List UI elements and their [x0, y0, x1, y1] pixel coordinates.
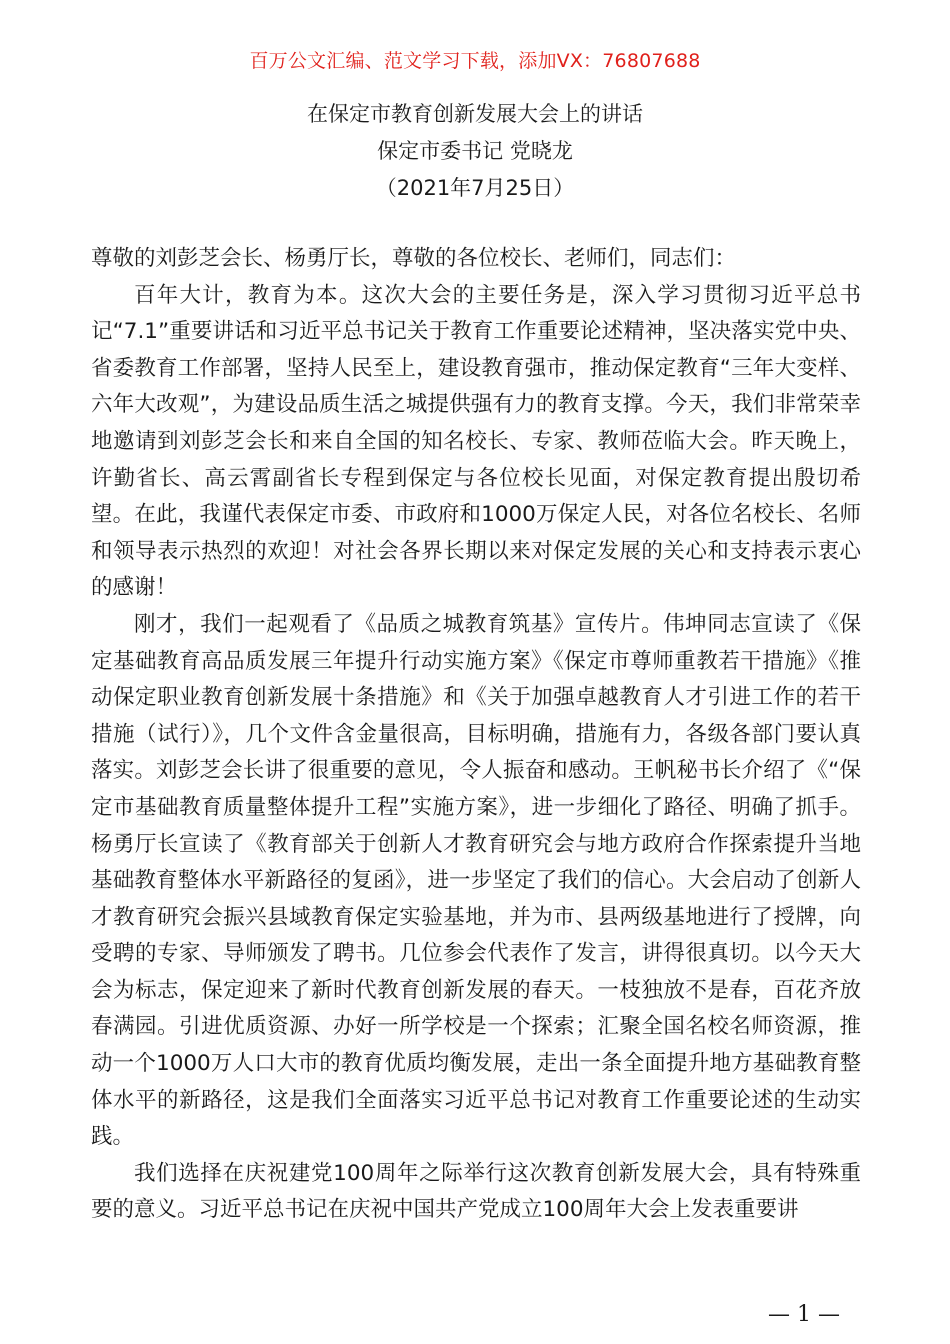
paragraph: 百年大计，教育为本。这次大会的主要任务是，深入学习贯彻习近平总书记“7.1”重要讲话和习近平总书记关于教育工作重要论述精神，坚决落实党中央、省委教育工作部署，坚持人民至上，建设教育强市，推动保定教育“三年大变样、六年大改观”，为建设品质生活之城提供强有力的教育支撑。今天，我们非常荣幸地邀请到刘彭芝会长和来自全国的知名校长、专家、教师莅临大会。昨天晚上，许勤省长、高云霄副省长专程到保定与各位校长见面，对保定教育提出殷切希望。在此，我谨代表保定市委、市政府和1000万保定人民，对各位名校长、名师和领导表示热烈的欢迎！对社会各界长期以来对保定发展的关心和支持表示衷心的感谢！: [91, 282, 861, 601]
document-header: [0, 96, 950, 207]
document-date: （2021年7月25日）: [375, 176, 575, 200]
paragraph: 刚才，我们一起观看了《品质之城教育筑基》宣传片。伟坤同志宣读了《保定基础教育高品质发展三年提升行动实施方案》《保定市尊师重教若干措施》《推动保定职业教育创新发展十条措施》和《关于加强卓越教育人才引进工作的若干措施（试行）》，几个文件含金量很高，目标明确，措施有力，各级各部门要认真落实。刘彭芝会长讲了很重要的意见，令人振奋和感动。王帆秘书长介绍了《“保定市基础教育质量整体提升工程”实施方案》，进一步细化了路径、明确了抓手。杨勇厅长宣读了《教育部关于创新人才教育研究会与地方政府合作探索提升当地基础教育整体水平新路径的复函》，进一步坚定了我们的信心。大会启动了创新人才教育研究会振兴县域教育保定实验基地，并为市、县两级基地进行了授牌，向受聘的专家、导师颁发了聘书。几位参会代表作了发言，讲得很真切。以今天大会为标志，保定迎来了新时代教育创新发展的春天。一枝独放不是春，百花齐放春满园。引进优质资源、办好一所学校是一个探索；汇聚全国名校名师资源，推动一个1000万人口大市的教育优质均衡发展，走出一条全面提升地方基础教育整体水平的新路径，这是我们全面落实习近平总书记对教育工作重要论述的生动实践。: [91, 611, 861, 1150]
watermark-banner: 百万公文汇编、范文学习下载，添加VX：76807688: [249, 50, 701, 72]
page-number: — 1 —: [768, 1302, 840, 1327]
document-author: 保定市委书记 党晓龙: [377, 139, 573, 163]
salutation: 尊敬的刘彭芝会长、杨勇厅长，尊敬的各位校长、老师们，同志们：: [91, 246, 737, 271]
document-body: [91, 241, 861, 1229]
document-title: 在保定市教育创新发展大会上的讲话: [307, 102, 643, 126]
paragraph: 我们选择在庆祝建党100周年之际举行这次教育创新发展大会，具有特殊重要的意义。习近平总书记在庆祝中国共产党成立100周年大会上发表重要讲: [91, 1160, 861, 1223]
